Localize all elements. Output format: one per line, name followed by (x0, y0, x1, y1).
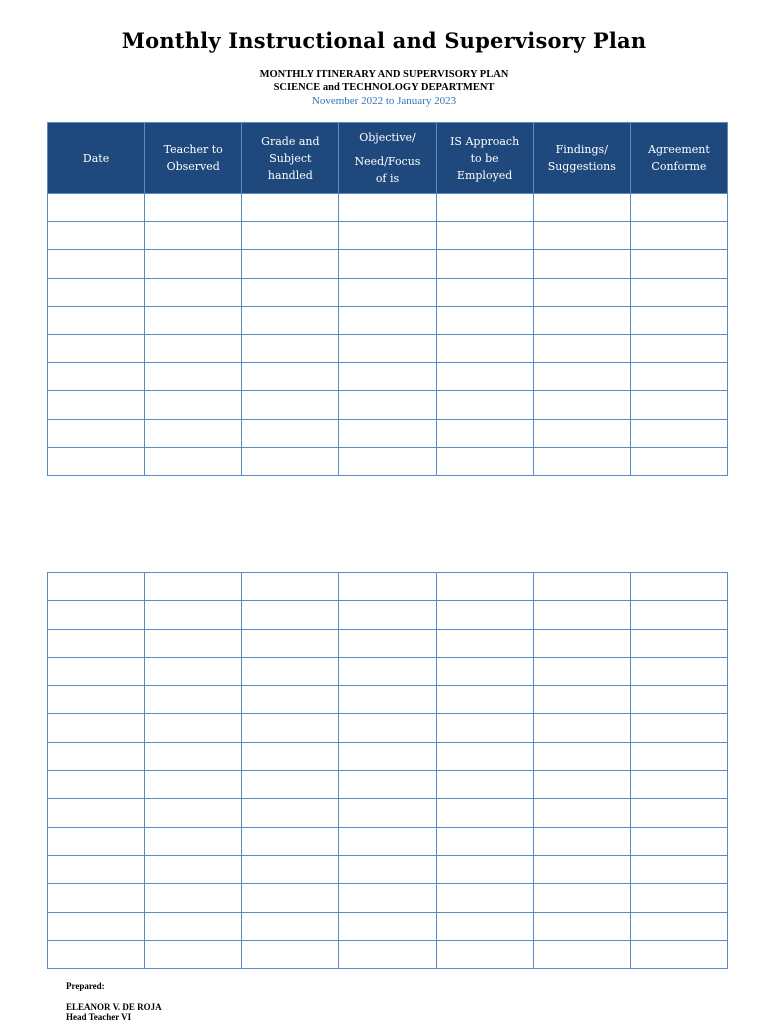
header-teacher (145, 123, 242, 194)
table-cell[interactable] (48, 306, 145, 334)
table-cell[interactable] (436, 278, 533, 306)
table-cell[interactable] (533, 771, 630, 799)
header-line: Grade and (261, 134, 320, 148)
table-cell[interactable] (145, 940, 242, 968)
table-row (48, 742, 728, 770)
table-cell[interactable] (48, 629, 145, 657)
table-cell[interactable] (533, 306, 630, 334)
table-cell[interactable] (242, 334, 339, 362)
header-line: Observed (166, 160, 220, 173)
table-cell[interactable] (339, 306, 436, 334)
table-cell[interactable] (533, 827, 630, 855)
table-cell[interactable] (145, 601, 242, 629)
table-cell[interactable] (242, 827, 339, 855)
table-cell[interactable] (145, 771, 242, 799)
table-cell[interactable] (145, 827, 242, 855)
table-row (48, 278, 728, 306)
header-findings (533, 123, 630, 194)
table-cell[interactable] (436, 799, 533, 827)
table-cell[interactable] (242, 601, 339, 629)
table-row (48, 799, 728, 827)
table-row (48, 940, 728, 968)
table-cell[interactable] (436, 419, 533, 447)
table-cell[interactable] (242, 940, 339, 968)
table-cell[interactable] (533, 657, 630, 685)
table-cell[interactable] (242, 771, 339, 799)
table-cell[interactable] (339, 601, 436, 629)
table-cell[interactable] (339, 363, 436, 391)
table-cell[interactable] (436, 222, 533, 250)
header-line: to be (470, 151, 499, 165)
table-cell[interactable] (436, 306, 533, 334)
table-cell[interactable] (630, 940, 727, 968)
header-line: handled (267, 168, 313, 182)
table-cell[interactable] (533, 194, 630, 222)
table-cell[interactable] (48, 884, 145, 912)
table-cell[interactable] (242, 278, 339, 306)
table-row (48, 855, 728, 883)
table-cell[interactable] (48, 250, 145, 278)
table-cell[interactable] (242, 855, 339, 883)
table-cell[interactable] (48, 714, 145, 742)
table-cell[interactable] (242, 194, 339, 222)
table-cell[interactable] (436, 771, 533, 799)
header-grade-subject (242, 123, 339, 194)
table-cell[interactable] (630, 222, 727, 250)
table-cell[interactable] (436, 940, 533, 968)
table-cell[interactable] (630, 363, 727, 391)
table-cell[interactable] (48, 855, 145, 883)
table-cell[interactable] (339, 250, 436, 278)
table-row (48, 714, 728, 742)
table-cell[interactable] (630, 742, 727, 770)
table-cell[interactable] (533, 912, 630, 940)
header-line: Agreement (648, 143, 710, 156)
table-cell[interactable] (630, 657, 727, 685)
table-cell[interactable] (339, 391, 436, 419)
table-cell[interactable] (630, 799, 727, 827)
table-cell[interactable] (145, 391, 242, 419)
header-line: Suggestions (547, 160, 616, 173)
table-cell[interactable] (48, 912, 145, 940)
table-cell[interactable] (48, 742, 145, 770)
table-cell[interactable] (339, 222, 436, 250)
plan-table-top (47, 122, 728, 476)
table-cell[interactable] (436, 657, 533, 685)
table-cell[interactable] (436, 686, 533, 714)
table-cell[interactable] (533, 334, 630, 362)
table-cell[interactable] (242, 912, 339, 940)
table-cell[interactable] (339, 940, 436, 968)
table-cell[interactable] (630, 447, 727, 475)
table-cell[interactable] (630, 306, 727, 334)
plan-table-bottom (47, 572, 728, 969)
table-cell[interactable] (242, 742, 339, 770)
signatory-position: Head Teacher VI (66, 1012, 132, 1022)
table-cell[interactable] (145, 278, 242, 306)
table-cell[interactable] (533, 419, 630, 447)
header-line: of is (375, 172, 400, 185)
table-cell[interactable] (630, 419, 727, 447)
header-date (48, 123, 145, 194)
table-cell[interactable] (242, 419, 339, 447)
table-cell[interactable] (533, 686, 630, 714)
table-cell[interactable] (436, 447, 533, 475)
header-is-approach (436, 123, 533, 194)
table-cell[interactable] (533, 222, 630, 250)
table-row (48, 912, 728, 940)
table-row (48, 306, 728, 334)
table-cell[interactable] (145, 912, 242, 940)
table-cell[interactable] (436, 742, 533, 770)
table-cell[interactable] (630, 714, 727, 742)
header-agreement (630, 123, 727, 194)
table-cell[interactable] (533, 573, 630, 601)
table-cell[interactable] (242, 447, 339, 475)
table-body-top (48, 194, 728, 476)
table-cell[interactable] (339, 278, 436, 306)
table-cell[interactable] (48, 601, 145, 629)
table-row (48, 884, 728, 912)
table-cell[interactable] (242, 629, 339, 657)
table-row (48, 573, 728, 601)
table-cell[interactable] (145, 884, 242, 912)
table-row (48, 334, 728, 362)
header-objective (339, 123, 436, 194)
table-cell[interactable] (533, 250, 630, 278)
table-cell[interactable] (48, 771, 145, 799)
table-cell[interactable] (242, 222, 339, 250)
table-cell[interactable] (48, 940, 145, 968)
table-cell[interactable] (242, 884, 339, 912)
table-cell[interactable] (48, 334, 145, 362)
table-row (48, 391, 728, 419)
table-cell[interactable] (339, 686, 436, 714)
table-cell[interactable] (630, 912, 727, 940)
table-cell[interactable] (436, 827, 533, 855)
table-cell[interactable] (630, 334, 727, 362)
table-cell[interactable] (436, 363, 533, 391)
table-cell[interactable] (242, 306, 339, 334)
table-cell[interactable] (145, 222, 242, 250)
table-cell[interactable] (242, 250, 339, 278)
table-cell[interactable] (436, 334, 533, 362)
table-cell[interactable] (145, 573, 242, 601)
table-cell[interactable] (242, 714, 339, 742)
table-cell[interactable] (145, 855, 242, 883)
table-cell[interactable] (48, 419, 145, 447)
table-row (48, 419, 728, 447)
table-cell[interactable] (145, 742, 242, 770)
table-cell[interactable] (630, 391, 727, 419)
table-cell[interactable] (630, 629, 727, 657)
table-cell[interactable] (436, 194, 533, 222)
table-cell[interactable] (533, 278, 630, 306)
table-cell[interactable] (630, 827, 727, 855)
header-line: Date (82, 151, 110, 165)
table-cell[interactable] (533, 940, 630, 968)
table-row (48, 447, 728, 475)
table-cell[interactable] (436, 601, 533, 629)
table-row (48, 363, 728, 391)
table-cell[interactable] (48, 799, 145, 827)
table-cell[interactable] (145, 714, 242, 742)
header-line: Teacher to (163, 143, 223, 156)
table-cell[interactable] (242, 573, 339, 601)
table-cell[interactable] (533, 447, 630, 475)
table-cell[interactable] (145, 657, 242, 685)
table-header-row (48, 123, 728, 194)
header-line: Findings/ (555, 143, 608, 156)
table-cell[interactable] (436, 573, 533, 601)
table-cell[interactable] (48, 447, 145, 475)
table-cell[interactable] (436, 391, 533, 419)
table-cell[interactable] (242, 391, 339, 419)
table-cell[interactable] (242, 686, 339, 714)
header-line: IS Approach (450, 134, 520, 148)
table-row (48, 222, 728, 250)
table-row (48, 657, 728, 685)
table-cell[interactable] (242, 799, 339, 827)
table-cell[interactable] (145, 334, 242, 362)
table-cell[interactable] (145, 629, 242, 657)
table-cell[interactable] (533, 601, 630, 629)
table-cell[interactable] (145, 447, 242, 475)
table-cell[interactable] (339, 629, 436, 657)
table-cell[interactable] (339, 714, 436, 742)
table-cell[interactable] (630, 194, 727, 222)
table-cell[interactable] (630, 601, 727, 629)
table-cell[interactable] (339, 194, 436, 222)
table-cell[interactable] (145, 419, 242, 447)
table-cell[interactable] (339, 855, 436, 883)
table-cell[interactable] (436, 629, 533, 657)
table-cell[interactable] (48, 278, 145, 306)
table-cell[interactable] (48, 391, 145, 419)
header-line: Subject (269, 151, 312, 165)
table-cell[interactable] (339, 657, 436, 685)
header-line: Employed (456, 168, 513, 182)
table-cell[interactable] (533, 742, 630, 770)
table-cell[interactable] (339, 447, 436, 475)
table-cell[interactable] (630, 250, 727, 278)
table-cell[interactable] (436, 714, 533, 742)
table-cell[interactable] (630, 278, 727, 306)
table-cell[interactable] (630, 771, 727, 799)
table-cell[interactable] (145, 306, 242, 334)
table-row (48, 827, 728, 855)
table-cell[interactable] (630, 573, 727, 601)
table-row (48, 771, 728, 799)
table-cell[interactable] (630, 884, 727, 912)
header-line: Conforme (651, 160, 707, 173)
table-cell[interactable] (533, 629, 630, 657)
table-cell[interactable] (145, 686, 242, 714)
table-cell[interactable] (339, 799, 436, 827)
table-cell[interactable] (533, 363, 630, 391)
table-cell[interactable] (533, 884, 630, 912)
subtitle-department: SCIENCE and TECHNOLOGY DEPARTMENT (273, 82, 495, 93)
table-cell[interactable] (145, 799, 242, 827)
table-cell[interactable] (436, 250, 533, 278)
date-range: November 2022 to January 2023 (311, 95, 457, 107)
header-line: Objective/ (359, 131, 416, 144)
document-title: Monthly Instructional and Supervisory Plan (121, 28, 647, 53)
signatory-name: ELEANOR V. DE ROJA (66, 1002, 162, 1012)
table-row (48, 601, 728, 629)
table-cell[interactable] (242, 657, 339, 685)
table-cell[interactable] (339, 884, 436, 912)
table-cell[interactable] (145, 194, 242, 222)
table-cell[interactable] (339, 419, 436, 447)
table-cell[interactable] (339, 742, 436, 770)
table-cell[interactable] (339, 912, 436, 940)
table-cell[interactable] (145, 363, 242, 391)
table-cell[interactable] (630, 686, 727, 714)
table-row (48, 629, 728, 657)
table-cell[interactable] (339, 573, 436, 601)
table-cell[interactable] (242, 363, 339, 391)
table-cell[interactable] (533, 714, 630, 742)
table-cell[interactable] (436, 912, 533, 940)
table-cell[interactable] (339, 334, 436, 362)
table-cell[interactable] (533, 799, 630, 827)
table-row (48, 250, 728, 278)
table-cell[interactable] (48, 827, 145, 855)
table-cell[interactable] (533, 391, 630, 419)
table-cell[interactable] (630, 855, 727, 883)
table-cell[interactable] (48, 222, 145, 250)
subtitle-itinerary: MONTHLY ITINERARY AND SUPERVISORY PLAN (259, 69, 509, 80)
table-cell[interactable] (436, 884, 533, 912)
table-row (48, 194, 728, 222)
prepared-label: Prepared: (66, 981, 105, 991)
table-body-bottom (48, 573, 728, 969)
table-cell[interactable] (339, 771, 436, 799)
table-cell[interactable] (48, 194, 145, 222)
table-cell[interactable] (436, 855, 533, 883)
table-cell[interactable] (145, 250, 242, 278)
table-row (48, 686, 728, 714)
table-cell[interactable] (533, 855, 630, 883)
table-cell[interactable] (48, 686, 145, 714)
table-cell[interactable] (48, 573, 145, 601)
table-cell[interactable] (339, 827, 436, 855)
table-cell[interactable] (48, 657, 145, 685)
header-line: Need/Focus (354, 155, 421, 168)
table-cell[interactable] (48, 363, 145, 391)
